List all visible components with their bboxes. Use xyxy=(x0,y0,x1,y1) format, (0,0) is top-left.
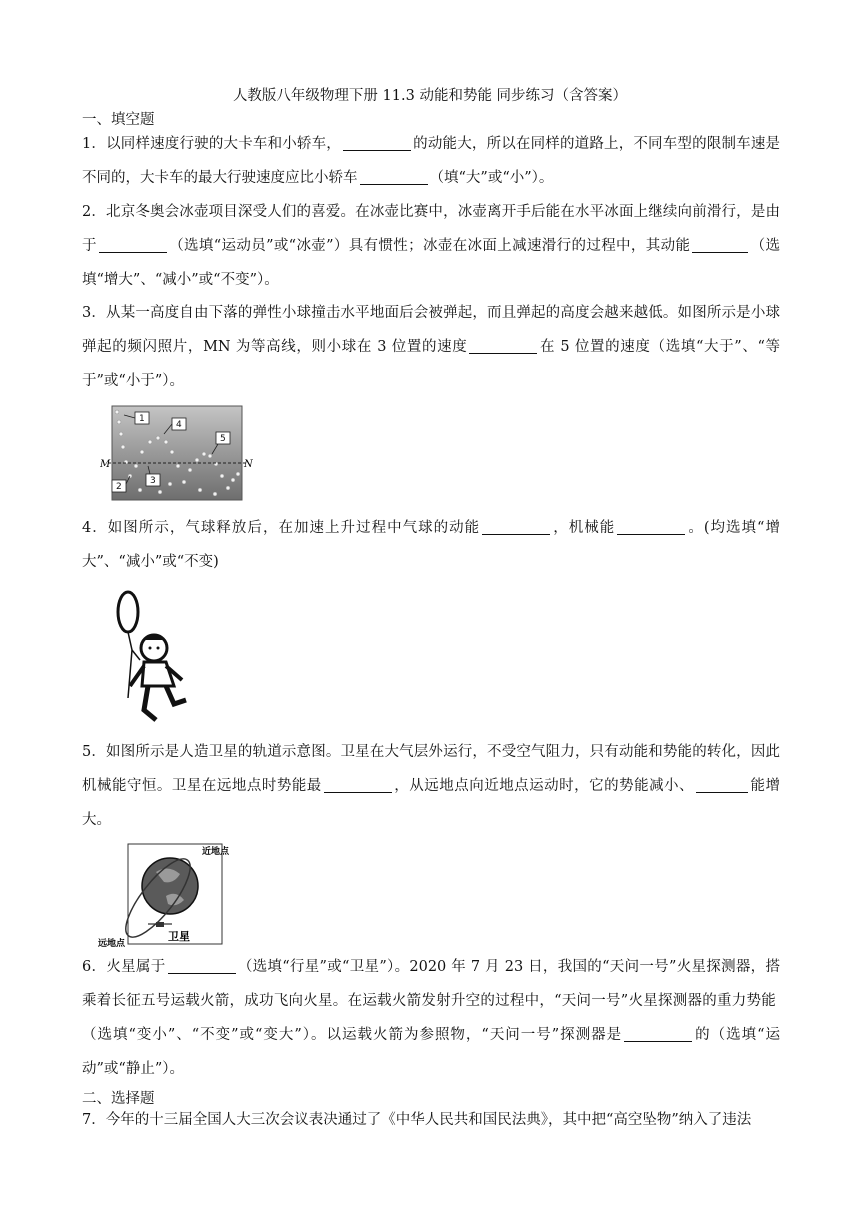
question-3: 3．从某一高度自由下落的弹性小球撞击水平地面后会被弹起，而且弹起的高度会越来越低。如图所示是小球弹起的频闪照片，MN 为等高线，则小球在 3 位置的速度 在 5 位置的速度（选填“大于”、“等于”或“小于”）。 xyxy=(82,305,780,389)
answer-blank[interactable] xyxy=(696,777,748,793)
answer-blank[interactable] xyxy=(469,338,537,354)
ball-label-1: 1 xyxy=(139,414,145,424)
satellite-label: 卫星 xyxy=(168,930,190,943)
answer-blank[interactable] xyxy=(168,958,236,974)
answer-blank[interactable] xyxy=(692,237,748,253)
answer-blank[interactable] xyxy=(617,519,685,535)
ball-label-2: 2 xyxy=(116,482,122,492)
answer-blank[interactable] xyxy=(360,169,428,185)
satellite-orbit-figure xyxy=(96,838,246,950)
label-m: M xyxy=(100,459,111,470)
answer-blank[interactable] xyxy=(482,519,550,535)
perigee-label: 近地点 xyxy=(202,847,230,857)
question-6: 6．火星属于 （选填“行星”或“卫星”）。2020 年 7 月 23 日，我国的“天问一号”火星探测器，搭乘着长征五号运载火箭，成功飞向火星。在运载火箭发射升空的过程中，“天问一号”火星探测器的重力势能（选填“变小”、“不变”或“变大”）。以运载火箭为参照物，“天问一号”探测器是 的（选填“运动”或“静止”）。 xyxy=(82,959,780,1077)
question-2: 2．北京冬奥会冰壶项目深受人们的喜爱。在冰壶比赛中，冰壶离开手后能在水平冰面上继续向前滑行，是由于 （选填“运动员”或“冰壶”）具有惯性；冰壶在冰面上减速滑行的过程中，其动能 （选填“增大”、“减小”或“不变”）。 xyxy=(82,204,781,288)
question-4: 4．如图所示，气球释放后，在加速上升过程中气球的动能 ，机械能 。(均选填“增大”、“减小”或“不变) xyxy=(82,520,780,570)
ball-label-4: 4 xyxy=(176,420,182,430)
answer-blank[interactable] xyxy=(624,1026,692,1042)
apogee-label: 远地点 xyxy=(98,939,126,949)
answer-blank[interactable] xyxy=(343,135,411,151)
section-fill-blank: 一、填空题 xyxy=(82,112,155,128)
label-n: N xyxy=(244,459,253,470)
page-title: 人教版八年级物理下册 11.3 动能和势能 同步练习（含答案） xyxy=(232,88,628,104)
question-1: 1．以同样速度行驶的大卡车和小轿车， 的动能大，所以在同样的道路上，不同车型的限制车速是不同的，大卡车的最大行驶速度应比小轿车 （填“大”或“小”）。 xyxy=(82,136,780,186)
answer-blank[interactable] xyxy=(324,777,392,793)
ball-label-5: 5 xyxy=(220,434,226,444)
question-5: 5．如图所示是人造卫星的轨道示意图。卫星在大气层外运行，不受空气阻力，只有动能和势能的转化，因此机械能守恒。卫星在远地点时势能最 ，从远地点向近地点运动时，它的势能减小、 能增大。 xyxy=(82,744,781,828)
bouncing-ball-figure xyxy=(100,404,260,502)
section-multiple-choice: 二、选择题 xyxy=(82,1091,155,1107)
balloon-child-figure xyxy=(108,588,198,726)
ball-label-3: 3 xyxy=(150,476,156,486)
answer-blank[interactable] xyxy=(99,237,167,253)
question-7: 7．今年的十三届全国人大三次会议表决通过了《中华人民共和国民法典》，其中把“高空坠物”纳入了违法 xyxy=(82,1112,752,1128)
